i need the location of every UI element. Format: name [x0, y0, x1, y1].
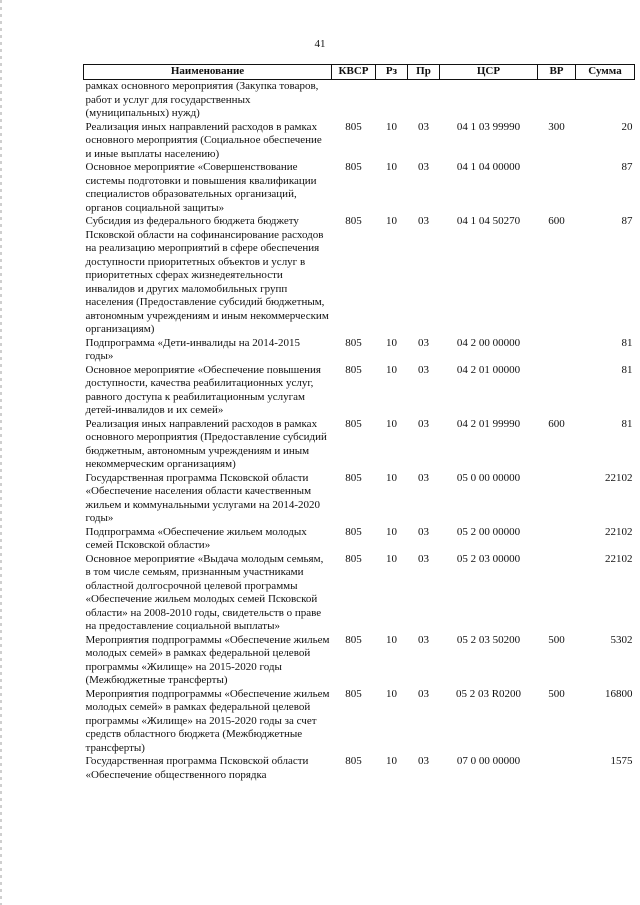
cell-rz: 10 [386, 363, 397, 376]
cell-kvsr: 805 [345, 525, 362, 538]
cell-pr: 03 [418, 525, 429, 538]
table-row [84, 688, 635, 756]
cell-sum: 22102 [605, 552, 633, 565]
cell-vr: 500 [548, 687, 565, 700]
table-row [84, 472, 635, 526]
cell-kvsr: 805 [345, 633, 362, 646]
page-number: 41 [314, 38, 326, 50]
cell-vr: 500 [548, 633, 565, 646]
header-row [84, 65, 635, 80]
cell-csr: 04 1 04 00000 [456, 161, 521, 173]
cell-name: Подпрограмма «Обеспечение жильем молодых семей Псковской области» [85, 525, 307, 551]
cell-name: Субсидия из федерального бюджета бюджету Псковской области на софинансирование расходов на реализацию мероприятий в сфере обеспечения доступности приоритетных объектов и услуг в приоритетных сферах жизнедеятельности инвалидов и других маломобильных групп населения (Предоставление субсидий бюджетным, автономным учреждениям и иным некоммерческим организациям) [85, 215, 329, 335]
cell-pr: 03 [418, 552, 429, 565]
budget-table [83, 64, 635, 782]
cell-rz: 10 [386, 336, 397, 349]
table-row [84, 80, 635, 121]
cell-kvsr: 805 [345, 417, 362, 430]
cell-name: Мероприятия подпрограммы «Обеспечение жильем молодых семей» в рамках федеральной целевой программы «Жилище» на 2015-2020 годы (Межбюджетные трансферты) [85, 633, 330, 686]
cell-kvsr: 805 [345, 552, 362, 565]
cell-sum: 22102 [605, 471, 633, 484]
cell-sum: 22102 [605, 525, 633, 538]
cell-kvsr: 805 [345, 687, 362, 700]
cell-vr [538, 364, 576, 418]
cell-vr [538, 337, 576, 364]
header-csr: ЦСР [440, 65, 538, 80]
cell-pr: 03 [418, 336, 429, 349]
cell-csr [440, 80, 538, 121]
cell-rz: 10 [386, 633, 397, 646]
cell-vr: 600 [548, 417, 565, 430]
cell-name: Подпрограмма «Дети-инвалиды на 2014-2015 годы» [85, 336, 300, 362]
cell-pr [408, 80, 440, 121]
cell-pr: 03 [418, 755, 429, 767]
cell-kvsr: 805 [345, 336, 362, 349]
cell-pr: 03 [418, 363, 429, 376]
cell-vr [538, 80, 576, 121]
cell-vr [538, 526, 576, 553]
table-row [84, 337, 635, 364]
cell-name: Основное мероприятие «Обеспечение повышения доступности, качества реабилитационных услуг, равного доступа к реабилитационным услугам детей-инвалидов и их семей» [85, 363, 321, 416]
header-rz: Рз [376, 65, 408, 80]
cell-csr: 05 2 03 R0200 [455, 687, 522, 700]
table-row [84, 755, 635, 782]
table-row [84, 553, 635, 634]
cell-vr: 300 [548, 120, 565, 133]
cell-rz: 10 [386, 755, 397, 767]
cell-pr: 03 [418, 215, 429, 227]
cell-sum: 81 [621, 417, 633, 430]
table-row [84, 526, 635, 553]
cell-sum: 81 [621, 363, 633, 376]
cell-csr: 05 2 00 00000 [456, 525, 521, 538]
cell-rz [376, 80, 408, 121]
cell-rz: 10 [386, 471, 397, 484]
cell-name: Мероприятия подпрограммы «Обеспечение жильем молодых семей» в рамках федеральной целевой программы «Жилище» на 2015-2020 годы за счет средств областного бюджета (Межбюджетные трансферты) [85, 687, 330, 754]
cell-rz: 10 [386, 552, 397, 565]
cell-kvsr: 805 [345, 471, 362, 484]
cell-name: Реализация иных направлений расходов в рамках основного мероприятия (Социальное обеспечение и иные выплаты населению) [85, 120, 322, 160]
table-row [84, 418, 635, 472]
cell-rz: 10 [386, 417, 397, 430]
cell-csr: 05 2 03 50200 [456, 633, 521, 646]
table-row [84, 634, 635, 688]
cell-name: Основное мероприятие «Совершенствование системы подготовки и повышения квалификации специалистов образовательных организаций, органов социальной защиты» [85, 161, 317, 214]
cell-sum [576, 80, 635, 121]
cell-kvsr: 805 [345, 120, 362, 133]
cell-kvsr: 805 [345, 215, 362, 227]
cell-sum: 87 [621, 161, 633, 173]
cell-vr: 600 [548, 215, 565, 227]
cell-rz: 10 [386, 525, 397, 538]
cell-pr: 03 [418, 633, 429, 646]
cell-sum: 16800 [605, 687, 633, 700]
cell-csr: 04 1 04 50270 [456, 215, 521, 227]
cell-pr: 03 [418, 120, 429, 133]
cell-csr: 04 2 01 99990 [456, 417, 521, 430]
cell-sum: 81 [621, 336, 633, 349]
cell-csr: 05 2 03 00000 [456, 552, 521, 565]
cell-rz: 10 [386, 687, 397, 700]
cell-sum: 20 [621, 120, 633, 133]
scan-edge-artifact [0, 0, 2, 905]
cell-pr: 03 [418, 161, 429, 173]
cell-pr: 03 [418, 471, 429, 484]
cell-kvsr: 805 [345, 755, 362, 767]
cell-vr [538, 161, 576, 215]
cell-kvsr: 805 [345, 161, 362, 173]
cell-rz: 10 [386, 215, 397, 227]
cell-csr: 05 0 00 00000 [456, 471, 521, 484]
cell-name: Основное мероприятие «Выдача молодым семьям, в том числе семьям, признанным участниками областной долгосрочной целевой программы «Обеспечение жильем молодых семей Псковской области» на 2008-2010 годы, свидетельств о праве на предоставление социальной выплаты» [85, 552, 324, 632]
cell-rz: 10 [386, 120, 397, 133]
cell-sum: 5302 [610, 633, 633, 646]
header-sum: Сумма [576, 65, 635, 80]
header-name: Наименование [84, 65, 332, 80]
cell-rz: 10 [386, 161, 397, 173]
header-kvsr: КВСР [332, 65, 376, 80]
cell-csr: 07 0 00 00000 [456, 755, 521, 767]
header-vr: ВР [538, 65, 576, 80]
table-row [84, 121, 635, 162]
cell-name: Реализация иных направлений расходов в рамках основного мероприятия (Предоставление субсидий бюджетным, автономным учреждениям и иным некоммерческим организациям) [85, 417, 327, 470]
header-pr: Пр [408, 65, 440, 80]
cell-kvsr [332, 80, 376, 121]
cell-csr: 04 2 00 00000 [456, 336, 521, 349]
cell-pr: 03 [418, 687, 429, 700]
cell-sum: 1575 [610, 755, 633, 767]
cell-name: рамках основного мероприятия (Закупка товаров, работ и услуг для государственных (муниципальных) нужд) [85, 80, 319, 119]
cell-csr: 04 1 03 99990 [456, 120, 521, 133]
table-row [84, 215, 635, 337]
cell-vr [538, 472, 576, 526]
cell-vr [538, 755, 576, 782]
table-row [84, 161, 635, 215]
cell-vr [538, 553, 576, 634]
cell-kvsr: 805 [345, 363, 362, 376]
cell-name: Государственная программа Псковской области «Обеспечение общественного порядка [85, 755, 309, 781]
cell-sum: 87 [621, 215, 633, 227]
table-row [84, 364, 635, 418]
cell-csr: 04 2 01 00000 [456, 363, 521, 376]
cell-pr: 03 [418, 417, 429, 430]
cell-name: Государственная программа Псковской области «Обеспечение населения области качественным жильем и коммунальными услугами на 2014-2020 годы» [85, 471, 321, 524]
